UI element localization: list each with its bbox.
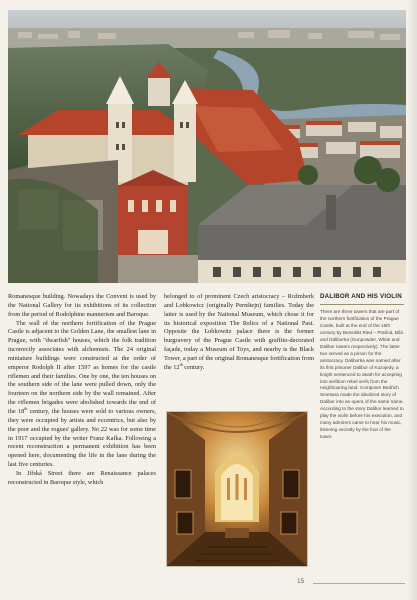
article-column-left [8, 293, 156, 488]
article-paragraph: Romanesque building. Nowadays the Convent is used by the National Gallery for its exhibitions of its collection from the period of Rodolphine mannerism and Baroque. [8, 293, 156, 318]
interior-photo-hall [166, 411, 308, 567]
article-paragraph: In Jiřská Street there are Renaissance palaces reconstructed in Baroque style, which [8, 469, 156, 486]
aerial-photo-illustration [8, 10, 406, 283]
page-number: 15 [297, 578, 305, 585]
sidebar-title: DALIBOR AND HIS VIOLIN [320, 293, 404, 305]
page-edge-shadow [407, 0, 417, 600]
sidebar-text: There are three towers that are part of the northern fortification of the Prague Castle, built at the end of the 15th century by Benedikt Ried – Prašná, Bílá and Daliborka (Gunpowder, White and Dalibor towers respectively). The latter two served as a prison for the aristocracy. Daliborka was named after its first prisoner Dalibor of Kozojedy, a knight sentenced to death for accepting into serfdom rebel serfs from the neighbouring land. Composer Bedřich Smetana made the idealized story of Dalibor into an opera of the same name. According to the story Dalibor learned to play the violin before his execution, and many admirers came to hear his music, listening secretly by the foot of the tower. [320, 309, 404, 440]
tower-right [174, 102, 196, 182]
page-number-rule [313, 583, 405, 584]
interior-photo-illustration [167, 412, 307, 566]
article-paragraph: The wall of the northern fortification of the Prague Castle is adjacent to the Golden Lane, the smallest lane in Prague, with "dwarfish" houses, which the folk tradition incorrectly associates with alchemists. The 24 original miniature buildings were constructed at the order of emperor Rodolph II after 1597 as homes for the castle riflemen and their families. One by one, the ten houses on the southern side of the lane were pulled down, only the fourteen on the northern side by the wall remained. After the riflemen brigades were abolished towards the end of the 18th century, the houses were sold to various owners, they were occupied by artists and eccentrics, but also by the poor and the rogues' gallery. No 22 was for some time in 1917 occupied by the writer Franz Kafka. Following a recent reconstruction a permanent exhibition has been opened here, documenting the life in the lane during the last five centuries. [8, 319, 156, 469]
article-column-middle [164, 293, 314, 373]
sidebar-dalibor [320, 293, 404, 441]
article-paragraph: belonged to of prominent Czech aristocracy – Rožmberk and Lobkowicz (originally Pernštejn) families. Today the latter is used by the National Museum, which chose it for its historical exposition The Relics of a National Past. Opposite the Lobkowitz palace there is the former burgravery of the Prague Castle with graffito-decorated façade, today a Museum of Toys, and nearby is the Black Tower, a part of the original Romanesque fortification from the 12th century. [164, 293, 314, 371]
aerial-photo-prague-castle [8, 10, 406, 283]
